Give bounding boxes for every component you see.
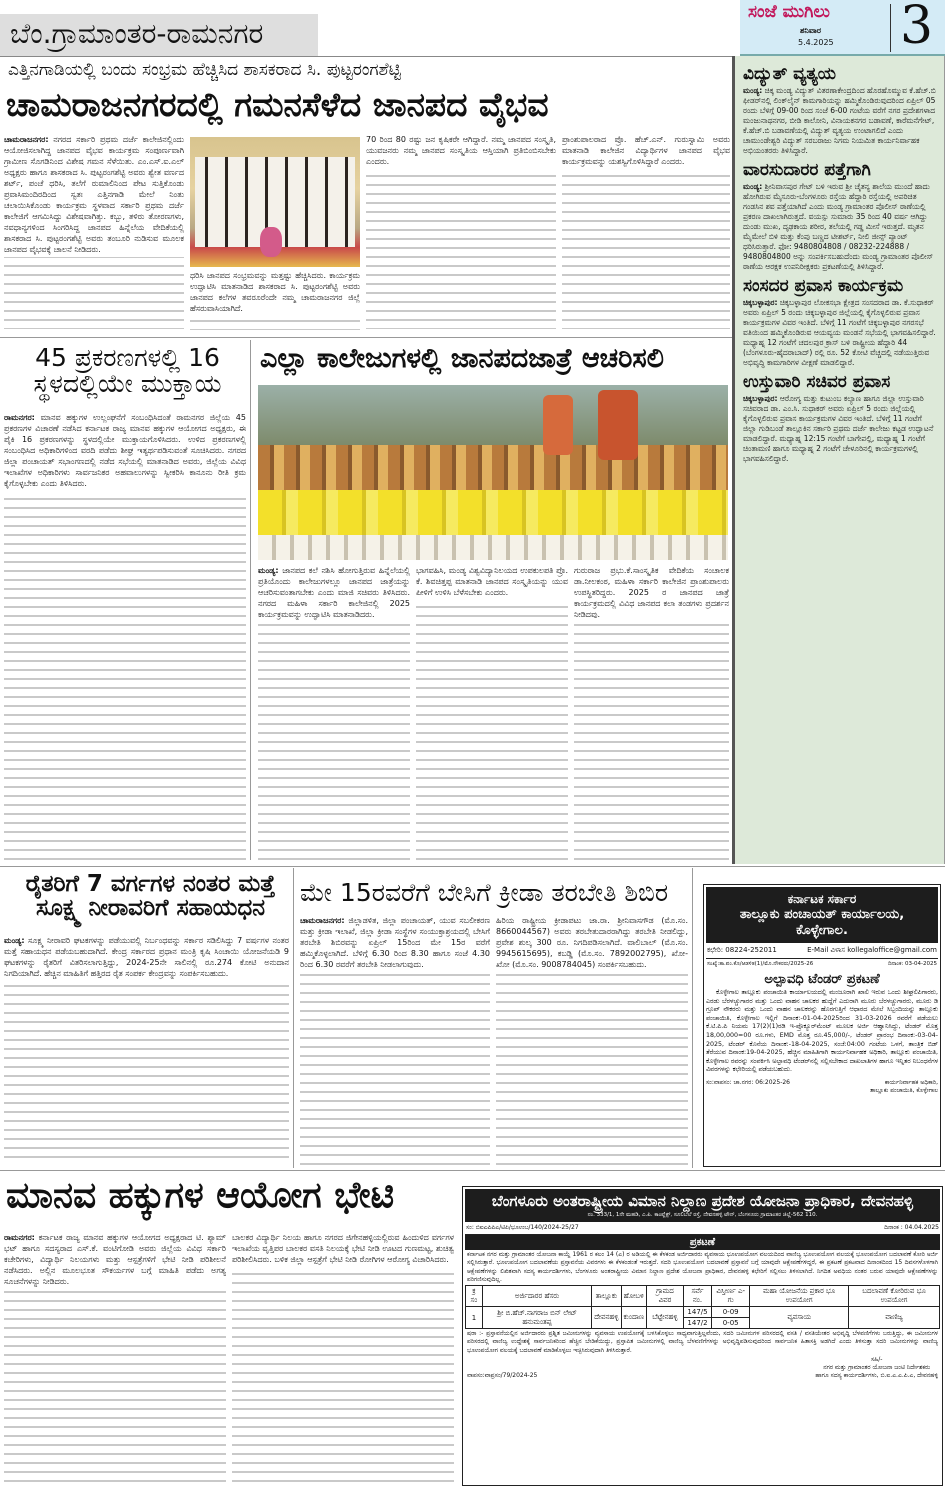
- section-title: ಬೆಂ.ಗ್ರಾಮಾಂತರ-ರಾಮನಗರ: [0, 14, 318, 56]
- tender-notice-ad: [703, 884, 941, 1167]
- story5-headline: ಮೇ 15ರವರೆಗೆ ಬೇಸಿಗೆ ಕ್ರೀಡಾ ತರಬೇತಿ ಶಿಬಿರ: [300, 878, 669, 907]
- story3-col2: ಭಾಗವಹಿಸಿ, ಮಂಡ್ಯ ವಿಶ್ವವಿದ್ಯಾನಿಲಯದ ಉಪಕುಲಪತಿ ಪ್ರೊ. ಕೆ. ಶಿವಚಿತ್ತಪ್ಪ ಮಾತನಾಡಿ ಜಾನಪದ ಸಂಸ್ಕೃತಿಯನ್ನು ಯುವ ಪೀಳಿಗೆ ಉಳಿಸಿ ಬೆಳೆಸಬೇಕು ಎಂದರು.: [416, 565, 568, 860]
- lead-col4: ಪ್ರಾಂಶುಪಾಲರಾದ ಪ್ರೊ. ಹೆಚ್.ಎನ್. ಗುರುಸ್ವಾಮಿ ಅವರು ಮಾತನಾಡಿ ಕಾಲೇಜಿನ ವಿದ್ಯಾರ್ಥಿಗಳ ಜಾನಪದ ವೈಭವ ಕಾರ್ಯಕ್ರಮವನ್ನು ಯಶಸ್ವಿಗೊಳಿಸಿದ್ದಾರೆ ಎಂದರು.: [562, 134, 730, 329]
- lead-headline: ಚಾಮರಾಜನಗರದಲ್ಲಿ ಗಮನಸೆಳೆದ ಜಾನಪದ ವೈಭವ: [6, 85, 549, 124]
- news-briefs-sidebar: [732, 56, 945, 864]
- story6-col2: ಬಾಲಕರ ವಿದ್ಯಾರ್ಥಿ ನಿಲಯ ಹಾಗೂ ನಗರದ ಜಿಗೇನಹಳ್ಳಿಯಲ್ಲಿರುವ ಹಿಂದುಳಿದ ವರ್ಗಗಳ ಇಲಾಖೆಯ ವೃತ್ತಿಪರ ಬಾಲಕರ ವಸತಿ ನಿಲಯಕ್ಕೆ ಭೇಟಿ ನೀಡಿ ಊಟದ ಗುಣಮಟ್ಟ, ಶುಚಿತ್ವ ಪರಿಶೀಲಿಸಿದರು. ಬಳಿಕ ಜಿಲ್ಲಾ ಆಸ್ಪತ್ರೆಗೆ ಭೇಟಿ ನೀಡಿ ರೋಗಿಗಳ ಆರೋಗ್ಯ ವಿಚಾರಿಸಿದರು.: [232, 1232, 454, 1487]
- lead-col1: ಚಾಮರಾಜನಗರ: ನಗರದ ಸರ್ಕಾರಿ ಪ್ರಥಮ ದರ್ಜೆ ಕಾಲೇಜಿನಲ್ಲಿಂದು ಆಯೋಜಿಸಲಾಗಿದ್ದ ಜಾನಪದ ವೈಭವ ಕಾರ್ಯಕ್ರಮ ಸಂಪೂರ್ಣವಾಗಿ ಗ್ರಾಮೀಣ ಸೊಗಡಿನಿಂದ ವಿಶೇಷ ಗಮನ ಸೆಳೆಯಿತು. ಎಂ.ಎಸ್.ಐ.ಎಲ್ ಅಧ್ಯಕ್ಷರು ಹಾಗೂ ಶಾಸಕರಾದ ಸಿ. ಪುಟ್ಟರಂಗಶೆಟ್ಟಿ ಅವರು ಶ್ವೇತ ವರ್ಣದ ಶರ್ಟ್, ಪಂಚೆ ಧರಿಸಿ, ತಲೆಗೆ ರುಮಾಲಿನಿಂದ ಪೇಟ ಸುತ್ತಿಕೊಂಡು ಪ್ರವಾಸಿಮಂದಿರದಿಂದ ಸ್ವತಃ ಎತ್ತಿನಗಾಡಿ ಮೇಲೆ ನಿಂತು ಚಲಾಯಿಸಿಕೊಂಡು ಕಾರ್ಯಕ್ರಮ ಸ್ಥಳವಾದ ಸರ್ಕಾರಿ ಪ್ರಥಮ ದರ್ಜೆ ಕಾಲೇಜಿಗೆ ಆಗಮಿಸಿದ್ದು ವಿಶೇಷವಾಗಿತ್ತು. ಕಬ್ಬು, ತಳಿರು ತೋರಣಗಳು, ನವಧಾನ್ಯಗಳಿಂದ ಸಿಂಗರಿಸಿದ್ದ ಜಾನಪದ ಹಿನ್ನೆಲೆಯ ವೇದಿಕೆಯಲ್ಲಿ ಶಾಸಕರಾದ ಸಿ. ಪುಟ್ಟರಂಗಶೆಟ್ಟಿ ಅವರು ತಂಬೂರಿ ನುಡಿಸುವ ಮೂಲಕ ಜಾನಪದ ವೈಭವಕ್ಕೆ ಚಾಲನೆ ನೀಡಿದರು.: [4, 134, 184, 329]
- ad2-sign1: ನಗರ ಮತ್ತು ಗ್ರಾಮಾಂತರ ಯೋಜನಾ ಜಂಟಿ ನಿರ್ದೇಶಕರು: [823, 1364, 931, 1372]
- story3-headline: ಎಲ್ಲಾ ಕಾಲೇಜುಗಳಲ್ಲಿ ಜಾನಪದಜಾತ್ರೆ ಆಚರಿಸಲಿ: [260, 343, 664, 374]
- table-row: 1 ಶ್ರೀ ಬಿ.ಹೆಚ್.ನಾಗರಾಜ ಬಿನ್ ಲೇಟ್ ಹನುಮಂತಪ್ಪ ದೇವನಹಳ್ಳಿ ಕುಂದಾಣ ಬೆಟ್ಟೇನಹಳ್ಳಿ 147/5 0-09 ವ್ಯವಸಾಯ ವಾಣಿಜ್ಯ: [466, 1307, 940, 1318]
- page-number: 3: [900, 0, 934, 56]
- ad1-ref: ಸಂಖ್ಯೆ:ತಾ.ಪಂ.ಕೊ/ಆಡಳಿತ(1)/ಮೊ.ನೌಕರರು/2025-26: [707, 961, 814, 967]
- lead-photo: [190, 137, 360, 267]
- lead-col3: 70 ರಿಂದ 80 ರಷ್ಟು ಜನ ಕೃಷಿಕರೇ ಆಗಿದ್ದಾರೆ. ನಮ್ಮ ಜಾನಪದ ಸಂಸ್ಕೃತಿ, ಯುವಜನರು ನಮ್ಮ ಜಾನಪದ ಸಂಸ್ಕೃತಿಯ ಆಸ್ತಿಯಾಗಿ ಪ್ರತಿಬಿಂಬಿಸಬೇಕು ಎಂದರು.: [366, 134, 556, 329]
- ad2-text: ಕರ್ನಾಟಕ ನಗರ ಮತ್ತು ಗ್ರಾಮಾಂತರ ಯೋಜನಾ ಕಾಯ್ದೆ 1961 ರ ಕಲಂ 14 (ಎ) ರ ಅಡಿಯಲ್ಲಿ ಈ ಕೆಳಕಂಡ ಅರ್ಜಿದಾರರು ವ್ಯವಸಾಯ ಭೂಉಪಯೋಗ ವಲಯದಿಂದ ವಾಣಿಜ್ಯ ಭೂಉಪಯೋಗ ವಲಯಕ್ಕೆ ಭೂಉಪಯೋಗ ಬದಲಾವಣೆ ಕೋರಿ ಅರ್ಜಿ ಸಲ್ಲಿಸಿರುತ್ತಾರೆ. ಭೂಉಪಯೋಗ ಬದಲಾವಣೆಯ ಪ್ರಸ್ತಾವನೆಯ ವಿವರಗಳು ಈ ಕೆಳಕಂಡಂತೆ ಇರುತ್ತದೆ. ಸದರಿ ಭೂಉಪಯೋಗ ಬದಲಾವಣೆ ಪ್ರಸ್ತಾವನೆ ಬಗ್ಗೆ ಯಾವುದೇ ಆಕ್ಷೇಪಣೆಗಳಿದ್ದರೆ, ಈ ಪ್ರಕಟಣೆ ಪ್ರಕಟವಾದ ದಿನಾಂಕದಿಂದ 15 ದಿವಸಗಳೊಳಗಾಗಿ ಆಕ್ಷೇಪಣೆಗಳನ್ನು ಲಿಖಿತವಾಗಿ ಸದಸ್ಯ ಕಾರ್ಯದರ್ಶಿಗಳು, ಬೆಂಗಳೂರು ಅಂತರಾಷ್ಟ್ರೀಯ ವಿಮಾನ ನಿಲ್ದಾಣ ಪ್ರದೇಶ ಯೋಜನಾ ಪ್ರಾಧಿಕಾರ, ದೇವನಹಳ್ಳಿ ಕಛೇರಿಗೆ ಸಲ್ಲಿಸಲು ತಿಳಿಸಲಾಗಿದೆ. ನಿಗದಿತ ಅವಧಿಯ ನಂತರ ಬರುವ ಯಾವುದೇ ಆಕ್ಷೇಪಣೆಗಳನ್ನು ಪರಿಗಣಿಸುವುದಿಲ್ಲ.: [467, 1251, 938, 1283]
- ad2-title: ಬೆಂಗಳೂರು ಅಂತರಾಷ್ಟ್ರೀಯ ವಿಮಾನ ನಿಲ್ದಾಣ ಪ್ರದೇಶ ಯೋಜನಾ ಪ್ರಾಧಿಕಾರ, ದೇವನಹಳ್ಳಿ: [491, 1192, 914, 1210]
- story6-col1: ರಾಮನಗರ: ಕರ್ನಾಟಕ ರಾಜ್ಯ ಮಾನವ ಹಕ್ಕುಗಳ ಆಯೋಗದ ಅಧ್ಯಕ್ಷರಾದ ಟಿ. ಶ್ಯಾಮ್ ಭಟ್ ಹಾಗೂ ಸದಸ್ಯರಾದ ಎಸ್.ಕೆ. ವಂಟಿಗೋಡಿ ಅವರು ಜಿಲ್ಲೆಯ ವಿವಿಧ ಸರ್ಕಾರಿ ಕಚೇರಿಗಳು, ವಿದ್ಯಾರ್ಥಿ ನಿಲಯಗಳು ಮತ್ತು ಆಸ್ಪತ್ರೆಗಳಿಗೆ ಭೇಟಿ ನೀಡಿ ಪರಿಶೀಲನೆ ನಡೆಸಿದರು. ಅಲ್ಲಿನ ಮೂಲಭೂತ ಸೌಕರ್ಯಗಳ ಬಗ್ಗೆ ಮಾಹಿತಿ ಪಡೆದು ಅಗತ್ಯ ಸೂಚನೆಗಳನ್ನು ನೀಡಿದರು.: [4, 1232, 226, 1487]
- ad1-title: ಅಲ್ಪಾವಧಿ ಟೆಂಡರ್ ಪ್ರಕಟಣೆ: [764, 972, 880, 987]
- ad2-note: ಷರಾ :- ಪ್ರಸ್ತಾವನೆಯಲ್ಲಿನ ಅರ್ಜಿದಾರರು ಪ್ರಶ್ನಿತ ಜಮೀನುಗಳನ್ನು ವ್ಯವಸಾಯ ಉಪಯೋಗಕ್ಕೆ ಬಳಸಿಕೊಳ್ಳಲು ಸಾಧ್ಯವಾಗುತ್ತಿಲ್ಲವೆಂದು, ಸದರಿ ಜಮೀನುಗಳ ಪರಿಸರದಲ್ಲಿ ವಸತಿ / ವಸತಿಯೇತರ ಅಭಿವೃದ್ಧಿ ಬೆಳವಣಿಗೆಗಳು ಬರುತ್ತಿದ್ದು, ಈ ಜಮೀನುಗಳ ಪರಿಸರದಲ್ಲಿ ವಾಣಿಜ್ಯ ಉದ್ದೇಶಕ್ಕೆ ಸಾರ್ವಜನಿಕರಿಂದ ಹೆಚ್ಚಿನ ಬೇಡಿಕೆಯಿದ್ದು, ಪ್ರಸ್ತಾಪಿತ ಜಮೀನುಗಳಲ್ಲಿ ವಾಣಿಜ್ಯ ಬೆಳವಣಿಗೆಗಳನ್ನು ಅಭಿವೃದ್ಧಿಪಡಿಸುವುದರಿಂದ ಸಾರ್ವಜನಿಕ ಹಿತಾಸಕ್ತಿ ಅಡಗಿದೆ ಎಂದು ತಿಳಿಸುತ್ತಾ ಸದರಿ ಜಮೀನುಗಳನ್ನು ವಾಣಿಜ್ಯ ಭೂಉಪಯೋಗ ವಲಯಕ್ಕೆ ಬದಲಾವಣೆ ಮಾಡಿಕೊಳ್ಳಲು ಇಚ್ಛಿಸಿರುವುದಾಗಿ ತಿಳಿಸಿರುತ್ತಾರೆ.: [467, 1330, 938, 1354]
- ad2-address: ನಂ. 333/1, 1ನೇ ಮಹಡಿ, ಎ.ಪಿ. ಕಾಂಪ್ಲೆಕ್ಸ್, ಸೂಲಿಬೆಲೆ ರಸ್ತೆ, ದೇವನಹಳ್ಳಿ ಟೌನ್, ಬೆಂಗಳೂರು ಗ್ರಾಮಾಂತರ ಜಿಲ್ಲೆ-562 110.: [587, 1212, 818, 1218]
- land-use-table: ಕ್ರ ಸಂ ಅರ್ಜಿದಾರರ ಹೆಸರು ತಾಲ್ಲೂಕು ಹೋಬಳಿ ಗ್ರಾಮದ ವಿವರ ಸರ್ವೆ ನಂ. ವಿಸ್ತೀರ್ಣ ಎ-ಗು ಮಹಾ ಯೋಜನೆಯ ಪ್ರಕಾರ ಭೂ ಉಪಯೋಗ ಬದಲಾವಣೆ ಕೋರಿರುವ ಭೂ ಉಪಯೋಗ 1 ಶ್ರೀ ಬಿ.ಹೆಚ್.ನಾಗರಾಜ ಬಿನ್ ಲೇಟ್ ಹನುಮಂತಪ್ಪ ದೇವನಹಳ್ಳಿ ಕುಂದಾಣ ಬೆಟ್ಟೇನಹಳ್ಳಿ 147/5 0-09 ವ್ಯವಸಾಯ ವಾಣಿಜ್ಯ 147/2 0-05: [465, 1285, 940, 1329]
- ad1-email[interactable]: E-Mail ವಿಳಾಸ kollegaloffice@gmail.com: [807, 946, 937, 954]
- story6-headline: ಮಾನವ ಹಕ್ಕುಗಳ ಆಯೋಗ ಭೇಟಿ: [6, 1175, 395, 1216]
- ad2-ro: ವಾಪಸಂ:ವಾಪ್ರಸಂ/79/2024-25: [467, 1372, 538, 1380]
- ad1-line2: ತಾಲ್ಲೂಕು ಪಂಚಾಯತ್ ಕಾರ್ಯಾಲಯ,: [739, 907, 905, 922]
- story2-body: ರಾಮನಗರ: ಮಾನವ ಹಕ್ಕುಗಳ ಉಲ್ಲಂಘನೆಗೆ ಸಂಬಂಧಿಸಿದಂತೆ ರಾಮನಗರ ಜಿಲ್ಲೆಯ 45 ಪ್ರಕರಣಗಳ ವಿಚಾರಣೆ ನಡೆಸಿದ ಕರ್ನಾಟಕ ರಾಜ್ಯ ಮಾನವ ಹಕ್ಕುಗಳ ಆಯೋಗದ ಅಧ್ಯಕ್ಷರು, ಈ ಪೈಕಿ 16 ಪ್ರಕರಣಗಳನ್ನು ಸ್ಥಳದಲ್ಲಿಯೇ ಮುಕ್ತಾಯಗೊಳಿಸಿದರು. ಉಳಿದ ಪ್ರಕರಣಗಳಲ್ಲಿ ಸಂಬಂಧಿಸಿದ ಅಧಿಕಾರಿಗಳಿಂದ ವರದಿ ಪಡೆದು ಶೀಘ್ರ ಇತ್ಯರ್ಥಪಡಿಸುವಂತೆ ಸೂಚಿಸಿದರು. ನಗರದ ಜಿಲ್ಲಾ ಪಂಚಾಯತ್ ಸಭಾಂಗಣದಲ್ಲಿ ನಡೆದ ಸಭೆಯಲ್ಲಿ ಮಾತನಾಡಿದ ಅವರು, ಜಿಲ್ಲೆಯ ವಿವಿಧ ಇಲಾಖೆಗಳ ಅಧಿಕಾರಿಗಳು ಸಾರ್ವಜನಿಕರ ಅಹವಾಲುಗಳನ್ನು ಸ್ವೀಕರಿಸಿ ಕಾನೂನು ರೀತಿ ಕ್ರಮ ಕೈಗೊಳ್ಳಬೇಕು ಎಂದು ತಿಳಿಸಿದರು.: [4, 412, 246, 860]
- date: 5.4.2025: [798, 38, 834, 47]
- logo: ಸಂಜೆ ಮುಗಿಲು: [748, 2, 830, 22]
- table-row: 147/2 0-05: [466, 1318, 940, 1329]
- story4-body: ಮಂಡ್ಯ: ಸೂಕ್ಷ್ಮ ನೀರಾವರಿ ಘಟಕಗಳನ್ನು ಪಡೆಯುವಲ್ಲಿ ನಿರ್ಬಂಧವನ್ನು ಸರ್ಕಾರ ಸಡಿಲಿಸಿದ್ದು 7 ವರ್ಷಗಳ ನಂತರ ಮತ್ತೆ ಸಹಾಯಧನ ಪಡೆಯಬಹುದಾಗಿದೆ. ಕೇಂದ್ರ ಸರ್ಕಾರದ ಪ್ರಧಾನ ಮಂತ್ರಿ ಕೃಷಿ ಸಿಂಚಾಯಿ ಯೋಜನೆಯಡಿ 9 ಘಟಕಗಳನ್ನು ರೈತರಿಗೆ ವಿತರಿಸಲಾಗುತ್ತಿದ್ದು, 2024-25ನೇ ಸಾಲಿನಲ್ಲಿ ರೂ.274 ಕೋಟಿ ಅನುದಾನ ನಿಗದಿಯಾಗಿದೆ. ಹೆಚ್ಚಿನ ಮಾಹಿತಿಗೆ ಹತ್ತಿರದ ರೈತ ಸಂಪರ್ಕ ಕೇಂದ್ರವನ್ನು ಸಂಪರ್ಕಿಸಬಹುದು.: [4, 935, 289, 1165]
- lead-caption: ಧರಿಸಿ ಜಾನಪದ ಸಂಭ್ರಮವನ್ನು ಮತ್ತಷ್ಟು ಹೆಚ್ಚಿಸಿದರು. ಕಾರ್ಯಕ್ರಮ ಉದ್ಘಾಟಿಸಿ ಮಾತನಾಡಿದ ಶಾಸಕರಾದ ಸಿ. ಪುಟ್ಟರಂಗಶೆಟ್ಟಿ ಅವರು ಜಾನಪದ ಕಲೆಗಳ ತವರೂರೆಂದೇ ನಮ್ಮ ಚಾಮರಾಜನಗರ ಜಿಲ್ಲೆ ಹೆಸರುವಾಸಿಯಾಗಿದೆ.: [190, 270, 360, 330]
- story3-col1: ಮಂಡ್ಯ: ಜಾನಪದ ಕಲೆ ನಶಿಸಿ ಹೋಗುತ್ತಿರುವ ಹಿನ್ನೆಲೆಯಲ್ಲಿ ಪ್ರತಿಯೊಂದು ಕಾಲೇಜುಗಳಲ್ಲೂ ಜಾನಪದ ಜಾತ್ರೆಯನ್ನು ಆಚರಿಸುವಂತಾಗಬೇಕು ಎಂದು ಮಾಜಿ ಸಚಿವರು ತಿಳಿಸಿದರು. ನಗರದ ಮಹಿಳಾ ಸರ್ಕಾರಿ ಕಾಲೇಜಿನಲ್ಲಿ 2025 ಕಾರ್ಯಕ್ರಮವನ್ನು ಉದ್ಘಾಟಿಸಿ ಮಾತನಾಡಿದರು.: [258, 565, 410, 860]
- story2-headline: 45 ಪ್ರಕರಣಗಳಲ್ಲಿ 16 ಸ್ಥಳದಲ್ಲಿಯೇ ಮುಕ್ತಾಯ: [33, 343, 222, 399]
- ad2-heading: ಪ್ರಕಟಣೆ: [465, 1235, 940, 1250]
- brief: ವಿದ್ಯುತ್ ವ್ಯತ್ಯಯ ಮಂಡ್ಯ: ಚಿಕ್ಕ ಮಂಡ್ಯ ವಿದ್ಯುತ್ ವಿತರಣಾಕೇಂದ್ರದಿಂದ ಹೊರಹೊಮ್ಮುವ ಕೆ.ಹೆಚ್.ಬಿ ಫೀಡರ್‌ನಲ್ಲಿ ಲಿಂಕ್‌ಲೈನ್ ಕಾಮಗಾರಿಯನ್ನು ಹಮ್ಮಿಕೊಂಡಿರುವುದರಿಂದ ಏಪ್ರಿಲ್ 05 ರಂದು ಬೆಳಿಗ್ಗೆ 09-00 ರಿಂದ ಸಂಜೆ 6-00 ಗಂಟೆಯ ವರೆಗೆ ನಗರ ಪ್ರದೇಶಗಳಾದ ಮಂಜುನಾಥನಗರ, ಬೀಡಿ ಕಾಲೋನಿ, ವಿನಾಯಕನಗರ ಬಡಾವಣೆ, ಕಾರೆಮನೆಗೇಟ್, ಕೆ.ಹೆಚ್.ಬಿ ಬಡಾವಣೆಯಲ್ಲಿ ವಿದ್ಯುತ್ ವ್ಯತ್ಯಯ ಉಂಟಾಗಲಿದೆ ಎಂದು ಚಾಮುಂಡೇಶ್ವರಿ ವಿದ್ಯುತ್ ಸರಬರಾಜು ನಿಗಮ ನಿಯಮಿತ ಕಾರ್ಯನಿರ್ವಾಹಕ ಅಭಿಯಂತರರು ತಿಳಿಸಿದ್ದಾರೆ.: [743, 64, 936, 155]
- brief: ವಾರಸುದಾರರ ಪತ್ತೆಗಾಗಿ ಮಂಡ್ಯ: ಶ್ರೀನಿವಾಸಪುರ ಗೇಟ್ ಬಳಿ ಇರುವ ಶ್ರೀ ಚೈತನ್ಯ ಶಾಲೆಯ ಮುಂದೆ ಹಾದು ಹೋಗಿರುವ ಮೈಸೂರು-ಬೆಂಗಳೂರು ರಸ್ತೆಯ ಹೆದ್ದಾರಿ ರಸ್ತೆಯಲ್ಲಿ ಅಪರಿಚಿತ ಗಂಡಸಿನ ಶವ ಪತ್ತೆಯಾಗಿದೆ ಎಂದು ಮಂಡ್ಯ ಗ್ರಾಮಾಂತರ ಪೊಲೀಸ್ ಠಾಣೆಯಲ್ಲಿ ಪ್ರಕರಣ ದಾಖಲಾಗಿರುತ್ತದೆ. ವಯಸ್ಸು ಸುಮಾರು 35 ರಿಂದ 40 ವರ್ಷ ಆಗಿದ್ದು ದುಂಡು ಮುಖ, ದೃಢಕಾಯ ಶರೀರ, ತಲೆಯಲ್ಲಿ ಗಡ್ಡ ಮೀಸೆ ಇರುತ್ತದೆ. ಮೃತನ ಮೈಮೇಲೆ ಬಿಳಿ ಮತ್ತು ಕೆಂಪು ಬಣ್ಣದ ಟೀಶರ್ಟ್, ನೀಲಿ ಜೀನ್ಸ್ ಪ್ಯಾಂಟ್ ಧರಿಸಿರುತ್ತಾರೆ. ಫೋ: 9480804808 / 08232-224888 / 9480804800 ಅನ್ನು ಸಂಪರ್ಕಿಸಬಹುದೆಂದು ಮಂಡ್ಯ ಗ್ರಾಮಾಂತರ ಪೊಲೀಸ್ ಠಾಣೆಯ ಆರಕ್ಷಕ ಉಪನಿರೀಕ್ಷಕರು ಪ್ರಕಟಣೆಯಲ್ಲಿ ತಿಳಿಸಿದ್ದಾರೆ.: [743, 160, 934, 271]
- land-use-notice-ad: ಬೆಂಗಳೂರು ಅಂತರಾಷ್ಟ್ರೀಯ ವಿಮಾನ ನಿಲ್ದಾಣ ಪ್ರದೇಶ ಯೋಜನಾ ಪ್ರಾಧಿಕಾರ, ದೇವನಹಳ್ಳಿ ನಂ. 333/1, 1ನೇ ಮಹಡಿ, ಎ.ಪಿ. ಕಾಂಪ್ಲೆಕ್ಸ್, ಸೂಲಿಬೆಲೆ ರಸ್ತೆ, ದೇವನಹಳ್ಳಿ ಟೌನ್, ಬೆಂಗಳೂರು ಗ್ರಾಮಾಂತರ ಜಿಲ್ಲೆ-562 110. ಸಂ: ಬಿಐಎಪಿಪಿಎ/ಟಿಪಿ/ಭೂಉಬ/140/2024-25/27 ದಿನಾಂಕ : 04.04.2025 ಪ್ರಕಟಣೆ ಕರ್ನಾಟಕ ನಗರ ಮತ್ತು ಗ್ರಾಮಾಂತರ ಯೋಜನಾ ಕಾಯ್ದೆ 1961 ರ ಕಲಂ 14 (ಎ) ರ ಅಡಿಯಲ್ಲಿ ಈ ಕೆಳಕಂಡ ಅರ್ಜಿದಾರರು ವ್ಯವಸಾಯ ಭೂಉಪಯೋಗ ವಲಯದಿಂದ ವಾಣಿಜ್ಯ ಭೂಉಪಯೋಗ ವಲಯಕ್ಕೆ ಭೂಉಪಯೋಗ ಬದಲಾವಣೆ ಕೋರಿ ಅರ್ಜಿ ಸಲ್ಲಿಸಿರುತ್ತಾರೆ. ಭೂಉಪಯೋಗ ಬದಲಾವಣೆಯ ಪ್ರಸ್ತಾವನೆಯ ವಿವರಗಳು ಈ ಕೆಳಕಂಡಂತೆ ಇರುತ್ತದೆ. ಸದರಿ ಭೂಉಪಯೋಗ ಬದಲಾವಣೆ ಪ್ರಸ್ತಾವನೆ ಬಗ್ಗೆ ಯಾವುದೇ ಆಕ್ಷೇಪಣೆಗಳಿದ್ದರೆ, ಈ ಪ್ರಕಟಣೆ ಪ್ರಕಟವಾದ ದಿನಾಂಕದಿಂದ 15 ದಿವಸಗಳೊಳಗಾಗಿ ಆಕ್ಷೇಪಣೆಗಳನ್ನು ಲಿಖಿತವಾಗಿ ಸದಸ್ಯ ಕಾರ್ಯದರ್ಶಿಗಳು, ಬೆಂಗಳೂರು ಅಂತರಾಷ್ಟ್ರೀಯ ವಿಮಾನ ನಿಲ್ದಾಣ ಪ್ರದೇಶ ಯೋಜನಾ ಪ್ರಾಧಿಕಾರ, ದೇವನಹಳ್ಳಿ ಕಛೇರಿಗೆ ಸಲ್ಲಿಸಲು ತಿಳಿಸಲಾಗಿದೆ. ನಿಗದಿತ ಅವಧಿಯ ನಂತರ ಬರುವ ಯಾವುದೇ ಆಕ್ಷೇಪಣೆಗಳನ್ನು ಪರಿಗಣಿಸುವುದಿಲ್ಲ. ಕ್ರ ಸಂ ಅರ್ಜಿದಾರರ ಹೆಸರು ತಾಲ್ಲೂಕು ಹೋಬಳಿ ಗ್ರಾಮದ ವಿವರ ಸರ್ವೆ ನಂ. ವಿಸ್ತೀರ್ಣ ಎ-ಗು ಮಹಾ ಯೋಜನೆಯ ಪ್ರಕಾರ ಭೂ ಉಪಯೋಗ ಬದಲಾವಣೆ ಕೋರಿರುವ ಭೂ ಉಪಯೋಗ 1 ಶ್ರೀ ಬಿ.ಹೆಚ್.ನಾಗರಾಜ ಬಿನ್ ಲೇಟ್ ಹನುಮಂತಪ್ಪ ದೇವನಹಳ್ಳಿ ಕುಂದಾಣ ಬೆಟ್ಟೇನಹಳ್ಳಿ 147/5 0-09 ವ್ಯವಸಾಯ ವಾಣಿಜ್ಯ 147/2 0-05 ಷರಾ :- ಪ್ರಸ್ತಾವನೆಯಲ್ಲಿನ ಅರ್ಜಿದಾರರು ಪ್ರಶ್ನಿತ ಜಮೀನುಗಳನ್ನು ವ್ಯವಸಾಯ ಉಪಯೋಗಕ್ಕೆ ಬಳಸಿಕೊಳ್ಳಲು ಸಾಧ್ಯವಾಗುತ್ತಿಲ್ಲವೆಂದು, ಸದರಿ ಜಮೀನುಗಳ ಪರಿಸರದಲ್ಲಿ ವಸತಿ / ವಸತಿಯೇತರ ಅಭಿವೃದ್ಧಿ ಬೆಳವಣಿಗೆಗಳು ಬರುತ್ತಿದ್ದು, ಈ ಜಮೀನುಗಳ ಪರಿಸರದಲ್ಲಿ ವಾಣಿಜ್ಯ ಉದ್ದೇಶಕ್ಕೆ ಸಾರ್ವಜನಿಕರಿಂದ ಹೆಚ್ಚಿನ ಬೇಡಿಕೆಯಿದ್ದು, ಪ್ರಸ್ತಾಪಿತ ಜಮೀನುಗಳಲ್ಲಿ ವಾಣಿಜ್ಯ ಬೆಳವಣಿಗೆಗಳನ್ನು ಅಭಿವೃದ್ಧಿಪಡಿಸುವುದರಿಂದ ಸಾರ್ವಜನಿಕ ಹಿತಾಸಕ್ತಿ ಅಡಗಿದೆ ಎಂದು ತಿಳಿಸುತ್ತಾ ಸದರಿ ಜಮೀನುಗಳನ್ನು ವಾಣಿಜ್ಯ ಭೂಉಪಯೋಗ ವಲಯಕ್ಕೆ ಬದಲಾವಣೆ ಮಾಡಿಕೊಳ್ಳಲು ಇಚ್ಛಿಸಿರುವುದಾಗಿ ತಿಳಿಸಿರುತ್ತಾರೆ. ವಾಪಸಂ:ವಾಪ್ರಸಂ/79/2024-25 ಸಹಿ/- ನಗರ ಮತ್ತು ಗ್ರಾಮಾಂತರ ಯೋಜನಾ ಜಂಟಿ ನಿರ್ದೇಶಕರು ಹಾಗೂ ಸದಸ್ಯ ಕಾರ್ಯದರ್ಶಿಗಳು, ಬಿ.ಐ.ಎ.ಎ.ಪಿ.ಎ, ದೇವನಹಳ್ಳಿ: [462, 1186, 943, 1486]
- story5-col2: ಹಿರಿಯ ರಾಷ್ಟ್ರೀಯ ಕ್ರೀಡಾಪಟು ಜಾ.ರಾ. ಶ್ರೀನಿವಾಸಗೌಡ (ಮೊ.ಸಂ. 8660044567) ಅವರು ತರಬೇತುದಾರರಾಗಿದ್ದು ತರಬೇತಿ ನೀಡಲಿದ್ದು, ಪ್ರವೇಶ ಶುಲ್ಕ 300 ರೂ. ನಿಗದಿಪಡಿಸಲಾಗಿದೆ. ವಾಲಿಬಾಲ್ (ಮೊ.ಸಂ. 9945615695), ಕಬಡ್ಡಿ (ಮೊ.ಸಂ. 7892002795), ಖೋ-ಖೋ (ಮೊ.ಸಂ. 9008784045) ಸಂಪರ್ಕಿಸಬಹುದು.: [496, 915, 688, 1165]
- story3-col3: ಗುರುರಾಜ ಪ್ರಭು.ಕೆ.ಸಾಂಸ್ಕೃತಿಕ ವೇದಿಕೆಯ ಸಂಚಾಲಕ ಡಾ.ನೀಲಕಂಠ, ಮಹಿಳಾ ಸರ್ಕಾರಿ ಕಾಲೇಜಿನ ಪ್ರಾಂಶುಪಾಲರು ಉಪಸ್ಥಿತರಿದ್ದರು. 2025 ರ ಜಾನಪದ ಜಾತ್ರೆ ಕಾರ್ಯಕ್ರಮದಲ್ಲಿ ವಿವಿಧ ಜಾನಪದ ಕಲಾ ತಂಡಗಳು ಪ್ರದರ್ಶನ ನೀಡಿದವು.: [574, 565, 729, 860]
- ad1-line1: ಕರ್ನಾಟಕ ಸರ್ಕಾರ: [787, 892, 857, 906]
- ad1-phone: ಕಛೇರಿ: 08224-252011: [707, 946, 777, 954]
- masthead: [740, 0, 945, 56]
- story5-col1: ಚಾಮರಾಜನಗರ: ಜಿಲ್ಲಾಡಳಿತ, ಜಿಲ್ಲಾ ಪಂಚಾಯತ್, ಯುವ ಸಬಲೀಕರಣ ಮತ್ತು ಕ್ರೀಡಾ ಇಲಾಖೆ, ಜಿಲ್ಲಾ ಕ್ರೀಡಾ ಸಂಸ್ಥೆಗಳ ಸಂಯುಕ್ತಾಶ್ರಯದಲ್ಲಿ ಬೇಸಿಗೆ ತರಬೇತಿ ಶಿಬಿರವನ್ನು ಏಪ್ರಿಲ್ 15ರಿಂದ ಮೇ 15ರ ವರೆಗೆ ಹಮ್ಮಿಕೊಳ್ಳಲಾಗಿದೆ. ಬೆಳಿಗ್ಗೆ 6.30 ರಿಂದ 8.30 ಹಾಗೂ ಸಂಜೆ 4.30 ರಿಂದ 6.30 ರವರೆಗೆ ತರಬೇತಿ ನೀಡಲಾಗುವುದು.: [300, 915, 490, 1165]
- ad1-sign1: ಕಾರ್ಯನಿರ್ವಾಹಕ ಅಧಿಕಾರಿ,: [884, 1078, 938, 1086]
- story3-photo: [258, 385, 728, 560]
- ad1-ro: ಸಂ:ವಾಪಸಂ: ಚಾ.ನಗರ: 06:2025-26: [706, 1078, 790, 1086]
- ad1-date: ದಿನಾಂಕ: 03-04-2025: [887, 961, 937, 967]
- ad1-text: ಕೊಳ್ಳೇಗಾಲ ತಾಲ್ಲೂಕು ಪಂಚಾಯಿತಿ ಕಾರ್ಯಾಲಯದಲ್ಲಿ ಮಂಜೂರಾಗಿ ಖಾಲಿ ಇರುವ ಒಂದು ಶೀಘ್ರಲಿಪಿಗಾರರು, ಎರಡು ಬೆರಳಚ್ಚುಗಾರರ ಮತ್ತು ಒಂದು ವಾಹನ ಚಾಲಕರ ಹುದ್ದೆಗೆ ಎದುರಾಗಿ ಮೂರು ಬೆರಳಚ್ಚುಗಾರರು, ಮೂರು ಡಿ ಗ್ರೂಪ್ ನೌಕರರು ಮತ್ತು ಒಂದು ವಾಹನ ಚಾಲಕರನ್ನು ಹೊರಗುತ್ತಿಗೆ ಆಧಾರದ ಮೇಲೆ ಸಿಬ್ಬಂದಿಯನ್ನು ತಾಲ್ಲೂಕು ಪಂಚಾಯಿತಿ, ಕೊಳ್ಳೇಗಾಲ ಇಲ್ಲಿಗೆ ದಿನಾಂಕ:-01-04-2025ರಿಂದ 31-03-2026 ರವರೆಗೆ ಪಡೆಯಲು ಕೆ.ಟಿ.ಪಿ.ಪಿ ನಿಯಮ 17(2)(1)ರಡಿ ಇ-ಪ್ರೊಕ್ಯೂರ್‌ಮೆಂಟ್ ಮೂಲಕ ಅರ್ಜಿ ಆಹ್ವಾನಿಸಿದ್ದು, ಟೆಂಡರ್ ಮೊತ್ತ 18,00,000=00 ರೂ.ಗಳು, EMD ಮೊತ್ತ ರೂ.45,000/-, ಟೆಂಡರ್ ಪ್ರಾರಂಭ ದಿನಾಂಕ:-03-04-2025, ಟೆಂಡರ್ ಕೊನೆಯ ದಿನಾಂಕ:-18-04-2025, ಸಂಜೆ:04:00 ಗಂಟೆಯ ಒಳಗೆ, ತಾಂತ್ರಿಕ ಬಿಡ್ ತೆರೆಯುವ ದಿನಾಂಕ:19-04-2025, ಹೆಚ್ಚಿನ ಮಾಹಿತಿಗಾಗಿ ಕಾರ್ಯನಿರ್ವಾಹಕ ಅಧಿಕಾರಿ, ತಾಲ್ಲೂಕು ಪಂಚಾಯಿತಿ, ಕೊಳ್ಳೇಗಾಲ ರವರನ್ನು ಸಂಪರ್ಕಿಸಿ ಅಲ್ಪಾವಧಿ ಟೆಂಡರ್‌ನಲ್ಲಿ ಸಲ್ಲಿಸಬೇಕಾದ ದಾಖಲಾತಿಗಳ ಹಾಗೂ ಇನ್ನಿತರ ನಿಬಂಧನೆಗಳ ವಿವರಗಳನ್ನು ಕಛೇರಿಯಲ್ಲಿ ಪಡೆಯಬಹುದು.: [706, 989, 938, 1074]
- ad1-line3: ಕೊಳ್ಳೇಗಾಲ.: [796, 923, 848, 938]
- day: ಶನಿವಾರ: [800, 26, 822, 35]
- ad2-ref: ಸಂ: ಬಿಐಎಪಿಪಿಎ/ಟಿಪಿ/ಭೂಉಬ/140/2024-25/27: [466, 1224, 579, 1231]
- brief: ಉಸ್ತುವಾರಿ ಸಚಿವರ ಪ್ರವಾಸ ಚಿಕ್ಕಬಳ್ಳಾಪುರ: ಆರೋಗ್ಯ ಮತ್ತು ಕುಟುಂಬ ಕಲ್ಯಾಣ ಹಾಗೂ ಜಿಲ್ಲಾ ಉಸ್ತುವಾರಿ ಸಚಿವರಾದ ಡಾ. ಎಂ.ಸಿ. ಸುಧಾಕರ್ ಅವರು ಏಪ್ರಿಲ್ 5 ರಂದು ಜಿಲ್ಲೆಯಲ್ಲಿ ಕೈಗೊಳ್ಳಲಿರುವ ಪ್ರವಾಸ ಕಾರ್ಯಕ್ರಮಗಳ ವಿವರ ಇಂತಿದೆ. ಬೆಳಿಗ್ಗೆ 11 ಗಂಟೆಗೆ ಜಿಲ್ಲಾ ಗುಡಿಬಂಡೆ ತಾಲ್ಲೂಕಿನ ಸರ್ಕಾರಿ ಪ್ರಥಮ ದರ್ಜೆ ಕಾಲೇಜು ಕಟ್ಟಡ ಉದ್ಘಾಟನೆ ಮಾಡಲಿದ್ದಾರೆ. ಮಧ್ಯಾಹ್ನ 12:15 ಗಂಟೆಗೆ ಬಾಗೇಪಲ್ಲಿ, ಮಧ್ಯಾಹ್ನ 1 ಗಂಟೆಗೆ ಚಿಂತಾಮಣಿ ಹಾಗೂ ಮಧ್ಯಾಹ್ನ 2 ಗಂಟೆಗೆ ಚೇಳೂರಿನಲ್ಲಿ ಕಾರ್ಯಕ್ರಮಗಳಲ್ಲಿ ಭಾಗವಹಿಸಲಿದ್ದಾರೆ.: [743, 372, 934, 463]
- lead-kicker: ಎತ್ತಿನಗಾಡಿಯಲ್ಲಿ ಬಂದು ಸಂಭ್ರಮ ಹೆಚ್ಚಿಸಿದ ಶಾಸಕರಾದ ಸಿ. ಪುಟ್ಟರಂಗಶೆಟ್ಟಿ: [8, 60, 401, 80]
- brief: ಸಂಸದರ ಪ್ರವಾಸ ಕಾರ್ಯಕ್ರಮ ಚಿಕ್ಕಬಳ್ಳಾಪುರ: ಚಿಕ್ಕಬಳ್ಳಾಪುರ ಲೋಕಸಭಾ ಕ್ಷೇತ್ರದ ಸಂಸದರಾದ ಡಾ. ಕೆ.ಸುಧಾಕರ್ ಅವರು ಏಪ್ರಿಲ್ 5 ರಂದು ಚಿಕ್ಕಬಳ್ಳಾಪುರ ಜಿಲ್ಲೆಯಲ್ಲಿ ಕೈಗೊಳ್ಳಲಿರುವ ಪ್ರವಾಸ ಕಾರ್ಯಕ್ರಮಗಳ ವಿವರ ಇಂತಿದೆ. ಬೆಳಿಗ್ಗೆ 11 ಗಂಟೆಗೆ ಚಿಕ್ಕಬಳ್ಳಾಪುರ ನಗರಸಭೆ ವತಿಯಿಂದ ಹಮ್ಮಿಕೊಂಡಿರುವ ಆಯವ್ಯಯ ಮಂಡನೆ ಸಭೆಯಲ್ಲಿ ಭಾಗವಹಿಸಲಿದ್ದಾರೆ. ಮಧ್ಯಾಹ್ನ 12 ಗಂಟೆಗೆ ಚದಲಪುರ ಕ್ರಾಸ್ ಬಳಿ ರಾಷ್ಟ್ರೀಯ ಹೆದ್ದಾರಿ 44 (ಬೆಂಗಳೂರು-ಹೈದರಾಬಾದ್) ರಲ್ಲಿ ರೂ. 52 ಕೋಟಿ ವೆಚ್ಚದಲ್ಲಿ ನಡೆಯುತ್ತಿರುವ ಅಭಿವೃದ್ಧಿ ಕಾಮಗಾರಿಗಳ ವೀಕ್ಷಣೆ ಮಾಡಲಿದ್ದಾರೆ.: [743, 276, 936, 367]
- ad1-sign2: ತಾಲ್ಲೂಕು ಪಂಚಾಯಿತಿ, ಕೊಳ್ಳೇಗಾಲ: [869, 1086, 938, 1094]
- ad2-sign2: ಹಾಗೂ ಸದಸ್ಯ ಕಾರ್ಯದರ್ಶಿಗಳು, ಬಿ.ಐ.ಎ.ಎ.ಪಿ.ಎ, ದೇವನಹಳ್ಳಿ: [815, 1372, 938, 1380]
- story4-headline: ರೈತರಿಗೆ 7 ವರ್ಗಗಳ ನಂತರ ಮತ್ತೆ ಸೂಕ್ಷ್ಮ ನೀರಾವರಿಗೆ ಸಹಾಯಧನ: [25, 871, 276, 922]
- ad2-date: ದಿನಾಂಕ : 04.04.2025: [884, 1224, 939, 1231]
